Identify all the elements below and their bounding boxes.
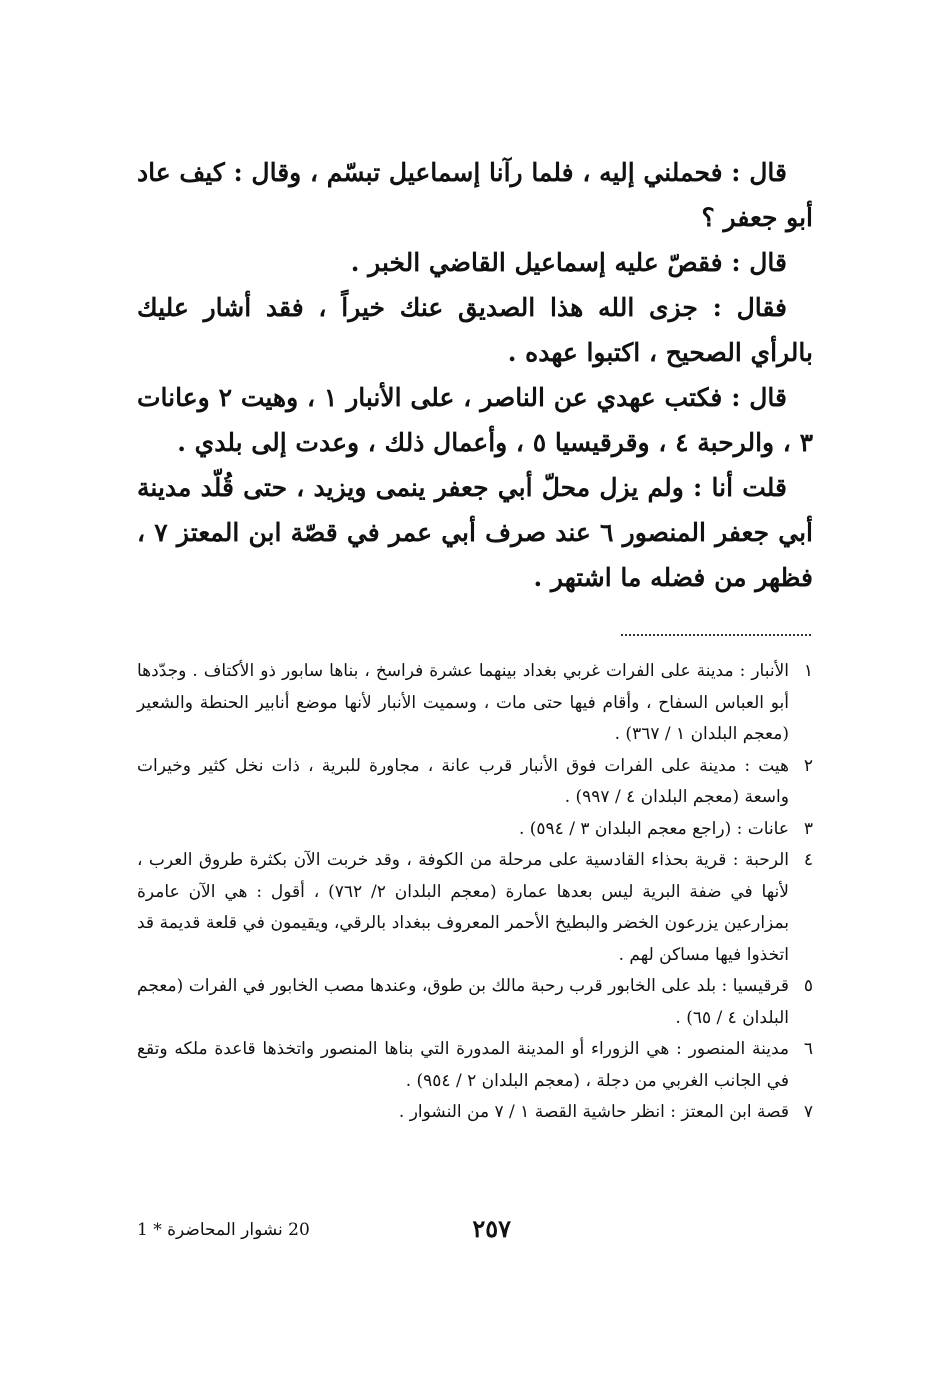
paragraph-3: فقال : جزى الله هذا الصديق عنك خيراً ، فقد أشار عليك بالرأي الصحيح ، اكتبوا عهده . [137,293,813,367]
paragraph-4: قال : فكتب عهدي عن الناصر ، على الأنبار ١ ، وهيت ٢ وعانات ٣ ، والرحبة ٤ ، وقرقيسيا ٥ ، وأعمال ذلك ، وعدت إلى بلدي . [137,383,813,457]
footnote-number: ٦ [803,1039,813,1059]
footnote-number: ٣ [803,818,813,839]
page-footer [137,1212,801,1252]
footnote-3 [137,814,813,846]
running-title: 20 نشوار المحاضرة * 1 [137,1220,310,1240]
paragraph-5: قلت أنا : ولم يزل محلّ أبي جعفر ينمى ويزيد ، حتى قُلّد مدينة أبي جعفر المنصور ٦ عند صرف أبي عمر في قصّة ابن المعتز ٧ ، فظهر من فضله ما اشتهر . [137,473,813,592]
footnote-4 [137,845,813,971]
footnote-text: الأنبار : مدينة على الفرات غربي بغداد بينهما عشرة فراسخ ، بناها سابور ذو الأكتاف . وجدّدها أبو العباس السفاح ، وأقام فيها حتى مات ، وسميت الأنبار لأنها موضع أنابير الحنطة والشعير (معجم البلدان ١ / ٣٦٧) . [137,661,789,744]
footnote-number: ١ [803,661,813,681]
footnote-text: هيت : مدينة على الفرات فوق الأنبار قرب عانة ، مجاورة للبرية ، ذات نخل كثير وخيرات واسعة (معجم البلدان ٤ / ٩٩٧) . [137,755,789,807]
footnote-1 [137,656,813,751]
footnote-text: عانات : (راجع معجم البلدان ٣ / ٥٩٤) . [518,818,789,839]
footnote-2 [137,751,813,814]
footnote-5 [137,971,813,1034]
footnote-text: الرحبة : قرية بحذاء القادسية على مرحلة من الكوفة ، وقد خربت الآن بكثرة طروق العرب ، لأنها في ضفة البرية ليس بعدها عمارة (معجم البلدان ٢/ ٧٦٢) ، أقول : هي الآن عامرة بمزارعين يزرعون الخضر والبطيخ الأحمر المعروف ببغداد بالرقي، ويقيمون في قلعة قديمة قد اتخذوا فيها مساكن لهم . [137,850,789,965]
paragraph-2: قال : فقصّ عليه إسماعيل القاضي الخبر . [350,248,787,277]
footnote-text: قصة ابن المعتز : انظر حاشية القصة ١ / ٧ من النشوار . [398,1102,789,1122]
footnotes [137,656,813,1129]
paragraph-1: قال : فحملني إليه ، فلما رآنا إسماعيل تبسّم ، وقال : كيف عاد أبو جعفر ؟ [137,158,813,232]
footnote-number: ٤ [803,850,813,870]
footnote-text: قرقيسيا : بلد على الخابور قرب رحبة مالك بن طوق، وعندها مصب الخابور في الفرات (معجم البلدان ٤ / ٦٥) . [137,976,789,1028]
footnote-number: ٢ [803,755,813,776]
footnote-number: ٧ [803,1102,813,1122]
footnote-separator [621,634,811,636]
footnote-number: ٥ [803,976,813,996]
footnote-7 [137,1097,813,1129]
main-text [137,150,813,600]
footnote-text: مدينة المنصور : هي الزوراء أو المدينة المدورة التي بناها المنصور واتخذها قاعدة ملكه وتقع في الجانب الغربي من دجلة ، (معجم البلدان ٢ / ٩٥٤) . [137,1039,789,1091]
page-number: ٢٥٧ [472,1214,511,1243]
footnote-6 [137,1034,813,1097]
